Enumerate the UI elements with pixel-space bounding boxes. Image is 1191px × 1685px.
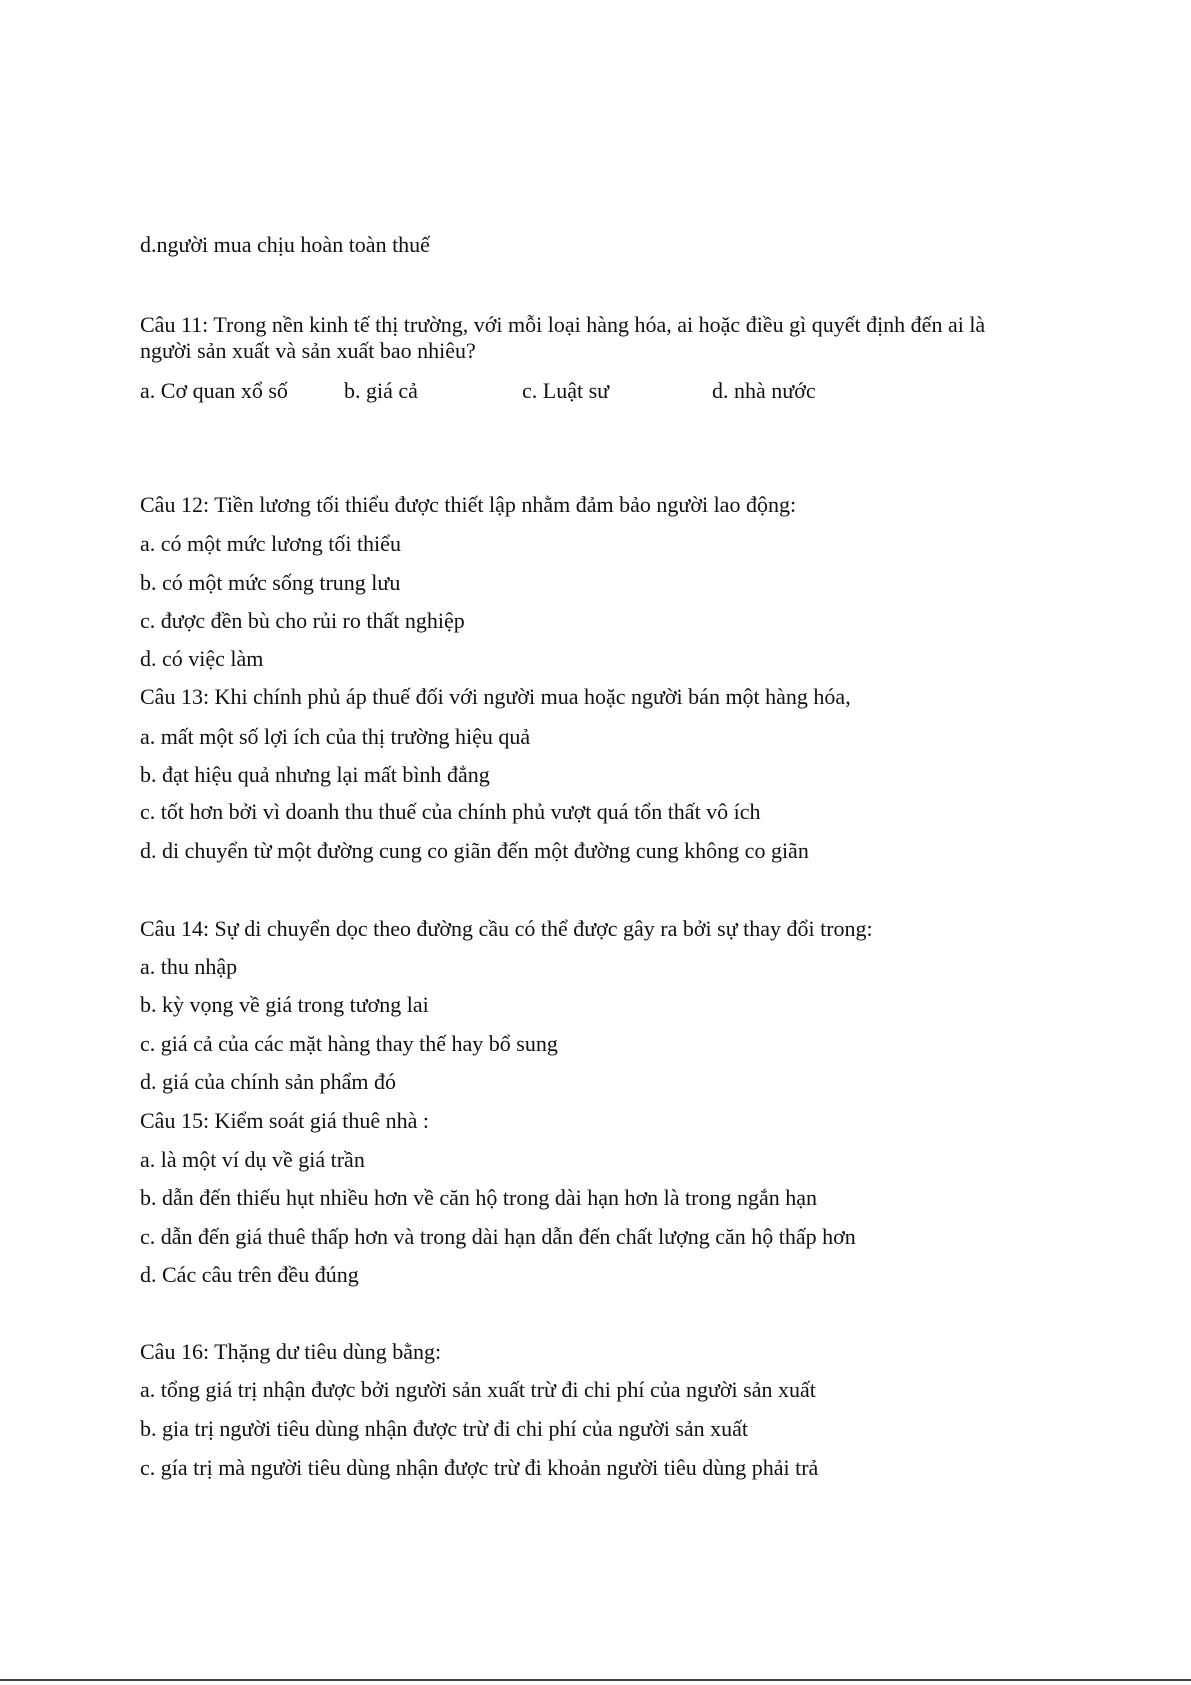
question-12-option-b: b. có một mức sống trung lưu — [140, 570, 401, 595]
option-c: c. Luật sư — [522, 378, 610, 403]
page-bottom-rule — [0, 1679, 1191, 1681]
question-12-option-d: d. có việc làm — [140, 646, 264, 671]
question-15-option-b: b. dẫn đến thiếu hụt nhiều hơn về căn hộ trong dài hạn hơn là trong ngắn hạn — [140, 1185, 817, 1210]
question-13-option-c: c. tốt hơn bởi vì doanh thu thuế của chính phủ vượt quá tổn thất vô ích — [140, 799, 761, 824]
question-14-option-b: b. kỳ vọng về giá trong tương lai — [140, 992, 429, 1017]
question-13-text: Câu 13: Khi chính phủ áp thuế đối với người mua hoặc người bán một hàng hóa, — [140, 684, 851, 709]
question-15-option-d: d. Các câu trên đều đúng — [140, 1262, 359, 1287]
question-14-option-c: c. giá cả của các mặt hàng thay thế hay bổ sung — [140, 1031, 558, 1056]
question-16-option-c: c. gía trị mà người tiêu dùng nhận được trừ đi khoản người tiêu dùng phải trả — [140, 1455, 819, 1480]
question-12-text: Câu 12: Tiền lương tối thiểu được thiết lập nhằm đảm bảo người lao động: — [140, 492, 797, 517]
question-15-option-a: a. là một ví dụ về giá trần — [140, 1147, 365, 1172]
question-12-option-c: c. được đền bù cho rủi ro thất nghiệp — [140, 608, 465, 633]
question-13-option-a: a. mất một số lợi ích của thị trường hiệu quả — [140, 724, 531, 749]
question-14-option-a: a. thu nhập — [140, 954, 238, 979]
question-15-text: Câu 15: Kiểm soát giá thuê nhà : — [140, 1108, 429, 1133]
question-16-option-b: b. gia trị người tiêu dùng nhận được trừ đi chi phí của người sản xuất — [140, 1416, 749, 1441]
question-15-option-c: c. dẫn đến giá thuê thấp hơn và trong dài hạn dẫn đến chất lượng căn hộ thấp hơn — [140, 1224, 856, 1249]
question-13-option-d: d. di chuyển từ một đường cung co giãn đến một đường cung không co giãn — [140, 838, 809, 863]
question-13-option-b: b. đạt hiệu quả nhưng lại mất bình đẳng — [140, 762, 490, 787]
question-12-option-a: a. có một mức lương tối thiểu — [140, 531, 401, 556]
question-11-text-cont: người sản xuất và sản xuất bao nhiêu? — [140, 338, 476, 363]
option-d: d. nhà nước — [712, 378, 816, 403]
question-16-option-a: a. tổng giá trị nhận được bởi người sản xuất trừ đi chi phí của người sản xuất — [140, 1377, 816, 1402]
option-a: a. Cơ quan xổ số — [140, 378, 288, 403]
option-b: b. giá cả — [344, 378, 418, 403]
question-11-text: Câu 11: Trong nền kinh tế thị trường, với mỗi loại hàng hóa, ai hoặc điều gì quyết định đến ai là — [140, 312, 986, 337]
question-14-text: Câu 14: Sự di chuyển dọc theo đường cầu có thể được gây ra bởi sự thay đổi trong: — [140, 916, 873, 941]
question-14-option-d: d. giá của chính sản phẩm đó — [140, 1069, 396, 1094]
question-16-text: Câu 16: Thặng dư tiêu dùng bằng: — [140, 1339, 442, 1364]
answer-line-10d: d.người mua chịu hoàn toàn thuế — [140, 232, 430, 257]
